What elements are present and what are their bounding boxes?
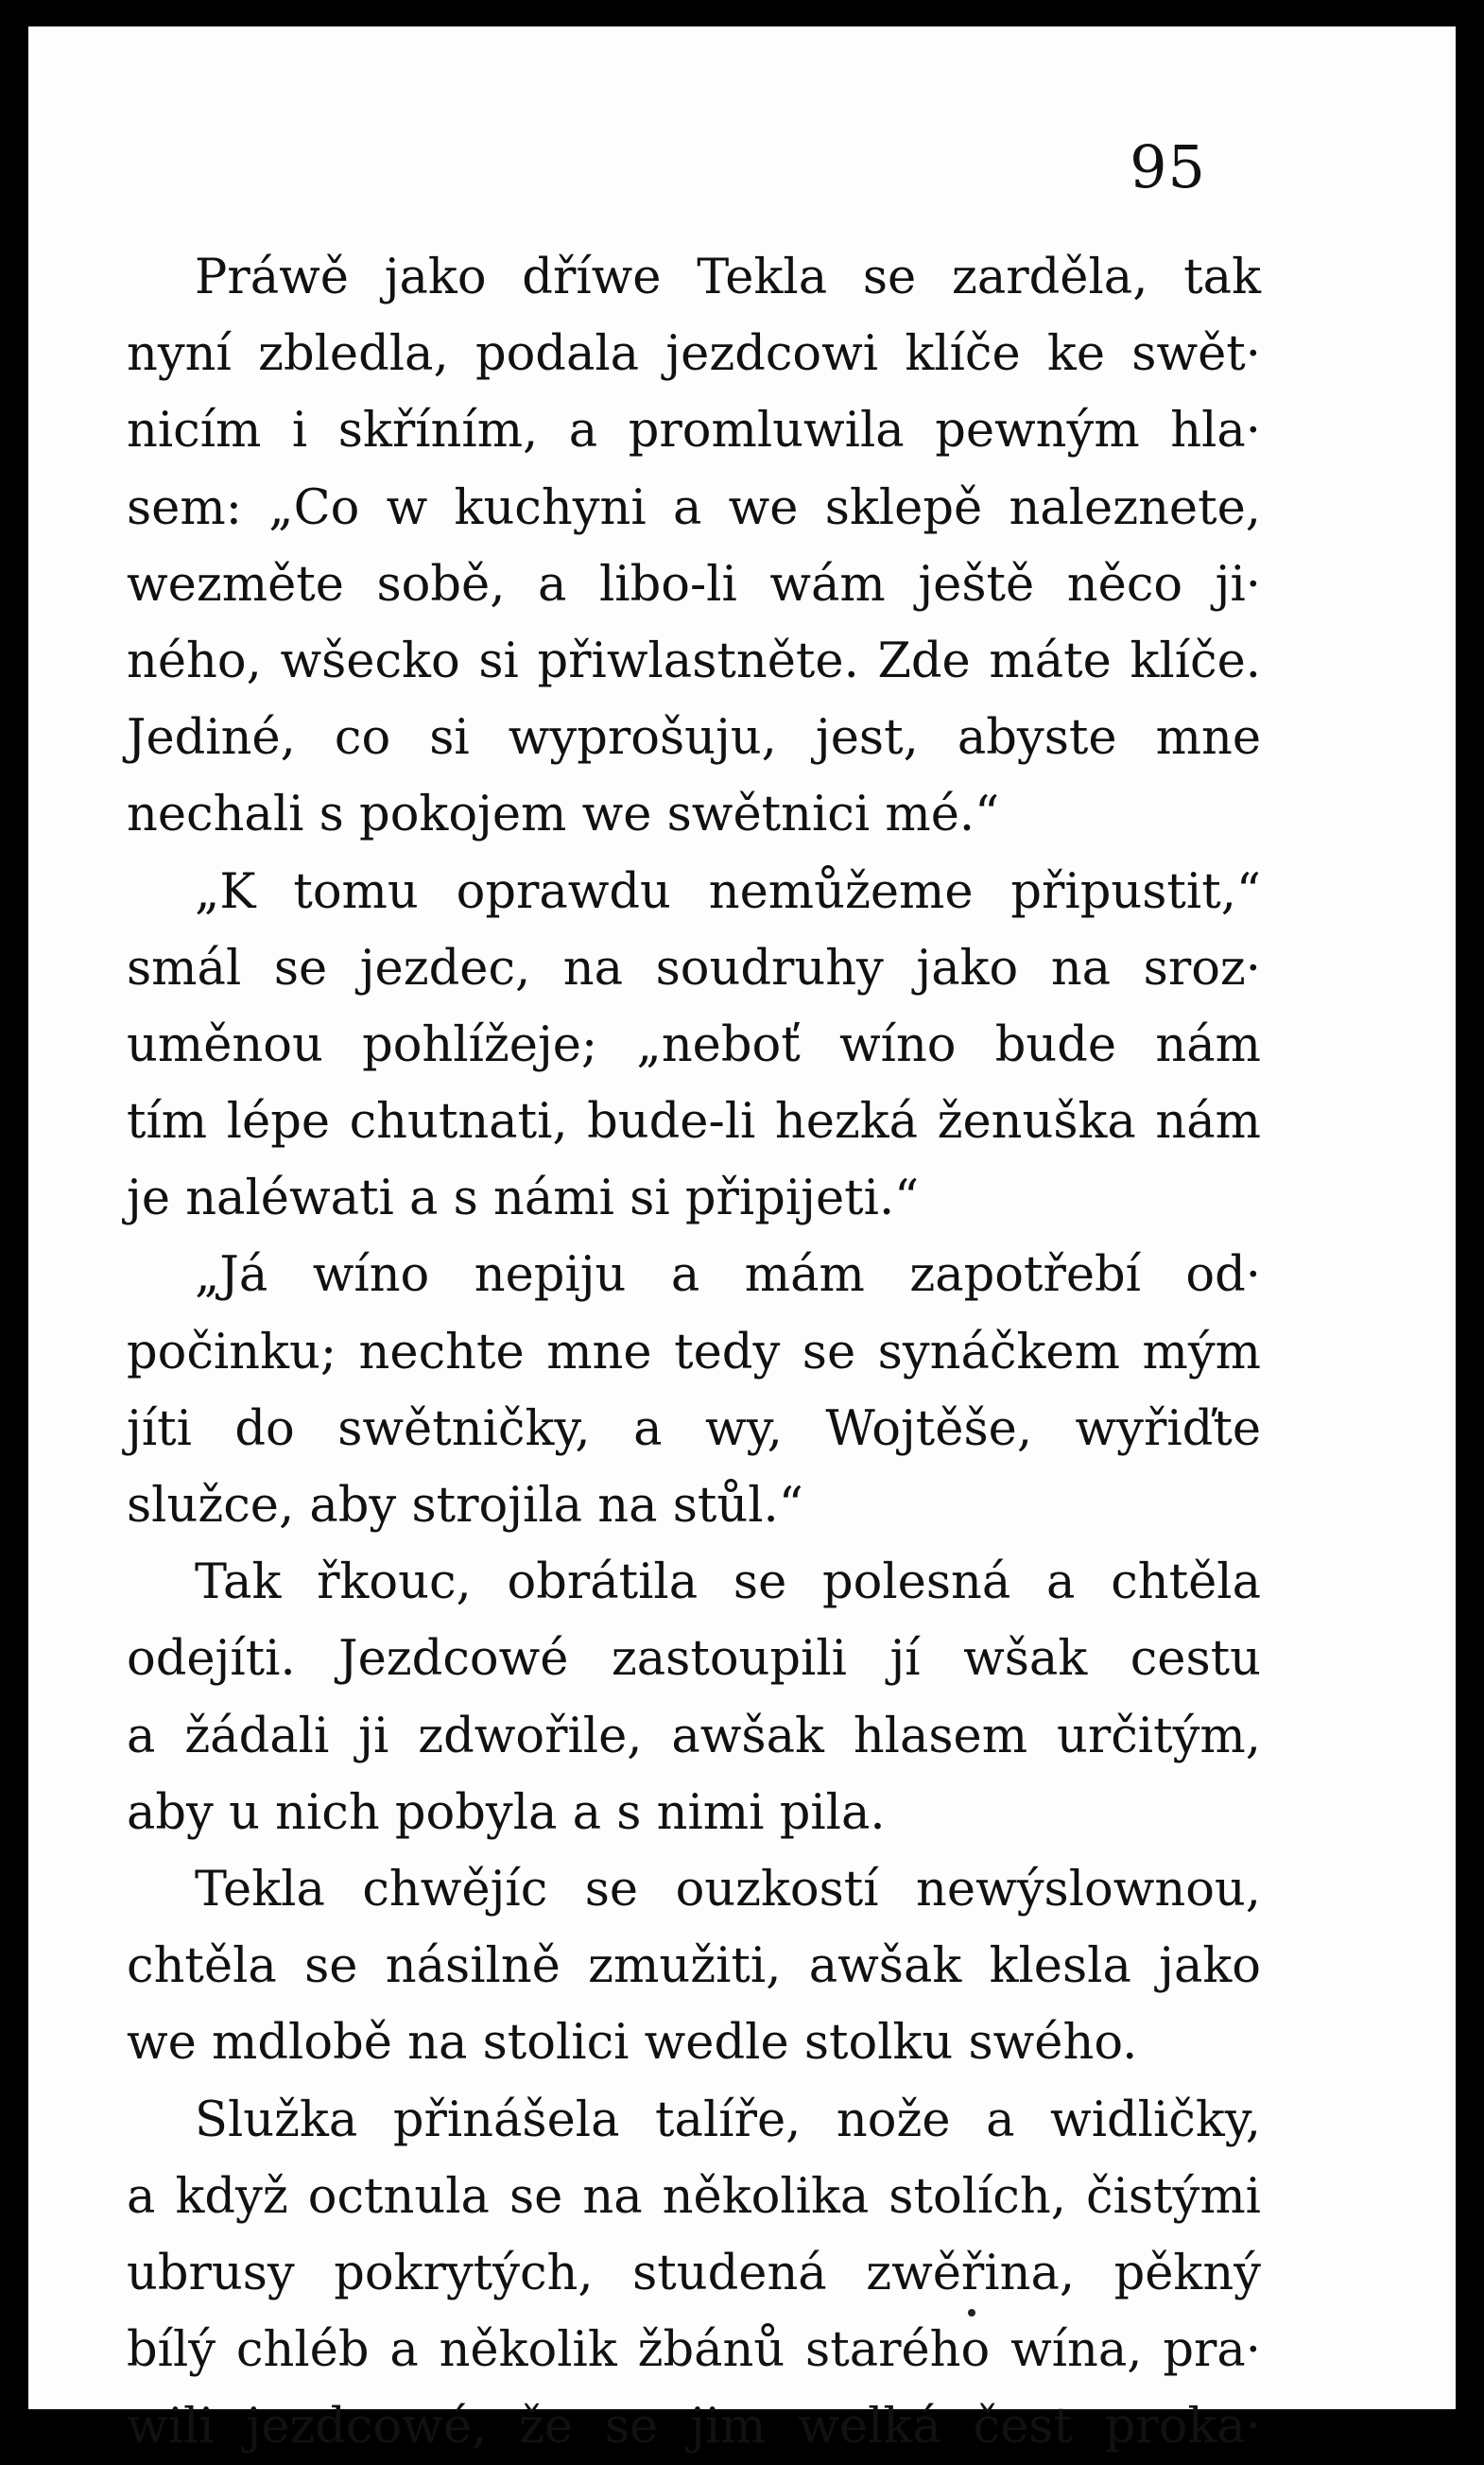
body-text <box>127 239 1261 2465</box>
text-line: Služka přinášela talíře, nože a widličky, <box>195 2092 1261 2148</box>
text-line: a když octnula se na několika stolích, čistými <box>127 2168 1261 2225</box>
text-line: chtěla se násilně zmužiti, awšak klesla jako <box>127 1938 1261 1995</box>
text-line: bílý chléb a několik žbánů starého wína, pra· <box>127 2322 1261 2379</box>
text-line: wezměte sobě, a libo-li wám ještě něco ji· <box>127 556 1261 613</box>
text-line: počinku; nechte mne tedy se synáčkem mým <box>127 1324 1261 1380</box>
text-line: Práwě jako dříwe Tekla se zarděla, tak <box>195 250 1261 305</box>
text-line: je naléwati a s námi si připijeti.“ <box>127 1171 920 1227</box>
text-line: tím lépe chutnati, bude-li hezká ženuška nám <box>127 1094 1261 1151</box>
print-speck <box>968 2309 975 2317</box>
text-line: we mdlobě na stolici wedle stolku swého. <box>127 2015 1138 2072</box>
text-line: nicím i skříním, a promluwila pewným hla· <box>127 403 1261 460</box>
text-line: „K tomu oprawdu nemůžeme připustit,“ <box>195 863 1261 920</box>
text-line: aby u nich pobyla a s nimi pila. <box>127 1784 886 1841</box>
text-line: služce, aby strojila na stůl.“ <box>127 1478 803 1534</box>
text-line: sem: „Co w kuchyni a we sklepě naleznete, <box>127 479 1261 536</box>
text-line: wili jezdcowé, že se jim welká čest proka· <box>127 2399 1261 2456</box>
text-line: odejíti. Jezdcowé zastoupili jí wšak cestu <box>127 1631 1261 1688</box>
text-line: „Já wíno nepiju a mám zapotřebí od· <box>195 1247 1261 1304</box>
text-line: Jediné, co si wyprošuju, jest, abyste mne <box>127 710 1261 767</box>
page-number: 95 <box>1130 132 1206 201</box>
text-line: a žádali ji zdwořile, awšak hlasem určitým, <box>127 1708 1261 1764</box>
text-line: ubrusy pokrytých, studená zwěřina, pěkný <box>127 2245 1261 2301</box>
text-line: uměnou pohlížeje; „neboť wíno bude nám <box>127 1016 1261 1073</box>
text-line: smál se jezdec, na soudruhy jako na sroz· <box>127 940 1261 997</box>
text-line: jíti do swětničky, a wy, Wojtěše, wyřiďte <box>127 1400 1261 1457</box>
text-line: Tak řkouc, obrátila se polesná a chtěla <box>195 1554 1261 1611</box>
text-line: nyní zbledla, podala jezdcowi klíče ke swět· <box>127 326 1261 383</box>
text-line: Tekla chwějíc se ouzkostí newýslownou, <box>195 1861 1261 1918</box>
text-line: ného, wšecko si přiwlastněte. Zde máte klíče. <box>127 633 1261 689</box>
book-page <box>28 26 1456 2456</box>
text-line: nechali s pokojem we swětnici mé.“ <box>127 787 1000 843</box>
